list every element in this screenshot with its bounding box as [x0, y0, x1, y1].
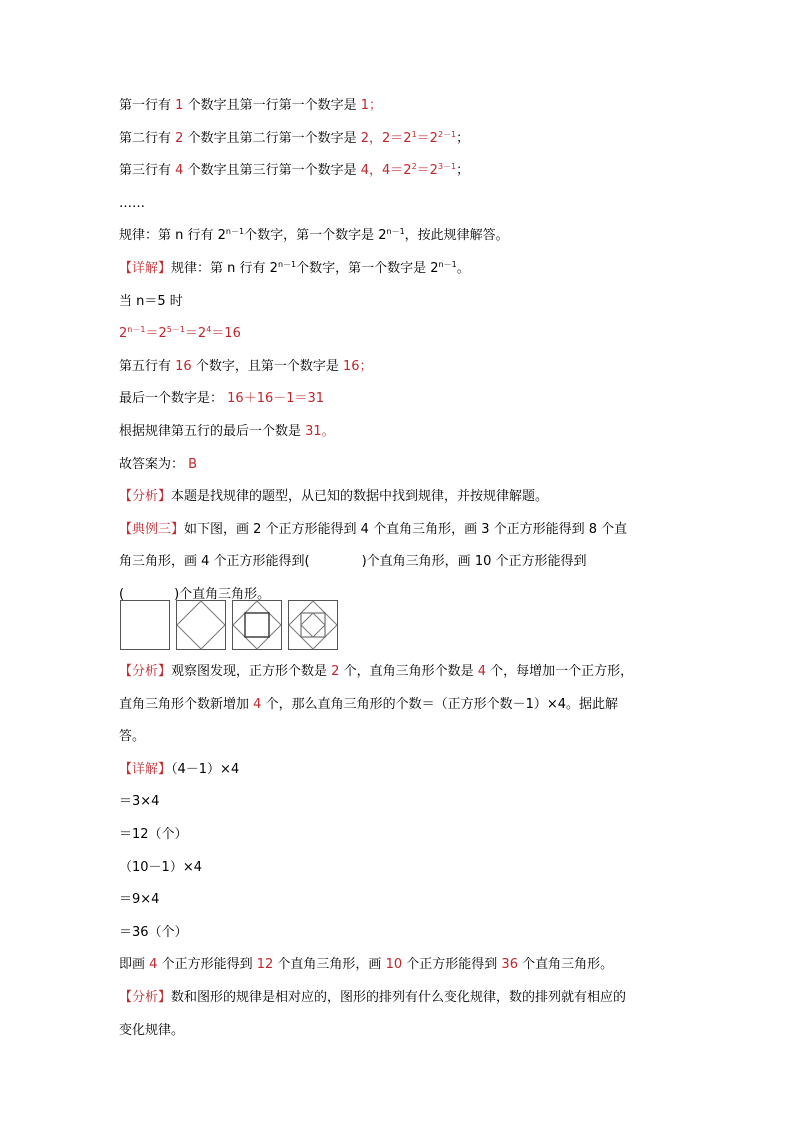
- analysis-line: 【分析】本题是找规律的题型，从已知的数据中找到规律，并按规律解题。: [119, 489, 549, 505]
- analysis2-line-3: 答。: [119, 729, 146, 745]
- analysis3-line-2: 变化规律。: [119, 1022, 185, 1038]
- analysis-tag: 【分析】: [119, 489, 172, 505]
- detail2-line-5: ＝9×4: [119, 892, 160, 908]
- detail2-line-4: （10－1）×4: [119, 859, 202, 875]
- detail-rule-line: 【详解】规律：第 n 行有 $2^{n-1}$个数字，第一个数字是 $2^{n-1}$。: [119, 259, 470, 276]
- conclusion-line: 根据规律第五行的最后一个数是 31。: [119, 423, 335, 439]
- detail2-line-3: ＝12（个）: [119, 826, 188, 842]
- text-line-1: 第一行有 1 个数字且第一行第一个数字是 1；: [119, 98, 383, 113]
- figure-two-squares: [176, 600, 226, 650]
- text-line-2: 第二行有 2 个数字且第二行第一个数字是 2，$2=2^1=2^{2-1}$；: [119, 129, 470, 146]
- example3-tag: 【典例三】: [119, 521, 185, 537]
- answer-line: 故答案为： B: [119, 456, 198, 472]
- analysis3-line-1: 【分析】数和图形的规律是相对应的，图形的排列有什么变化规律，数的排列就有相应的: [119, 989, 627, 1005]
- figure-four-squares: [288, 600, 338, 650]
- analysis3-tag: 【分析】: [119, 989, 172, 1005]
- solution-body: [119, 664, 679, 1055]
- last-number-line: 最后一个数字是： 16＋16－1＝31: [119, 391, 325, 407]
- example3-line-1: 【典例三】如下图，画 2 个正方形能得到 4 个直角三角形，画 3 个正方形能得到 8 个直: [119, 521, 628, 537]
- detail2-tag: 【详解】: [119, 761, 172, 777]
- detail2-line-2: ＝3×4: [119, 794, 160, 810]
- ellipsis-line: ……: [119, 195, 145, 211]
- figure-three-squares: [232, 600, 282, 650]
- when-n-line: 当 n＝5 时: [119, 293, 183, 309]
- example3-line-3: ( )个直角三角形。: [119, 586, 271, 602]
- detail2-conclusion: 即画 4 个正方形能得到 12 个直角三角形，画 10 个正方形能得到 36 个直角三角形。: [119, 957, 614, 973]
- analysis2-tag: 【分析】: [119, 664, 172, 679]
- document-body: [119, 98, 679, 620]
- rule-line: 规律：第 n 行有 $2^{n-1}$个数字，第一个数字是 $2^{n-1}$，按此规律解答。: [119, 227, 509, 244]
- analysis2-line-1: 【分析】观察图发现，正方形个数是 2 个，直角三角形个数是 4 个，每增加一个正方形，: [119, 664, 634, 679]
- figure-one-square: [120, 600, 170, 650]
- power-calc-line: $2^{n-1}=2^{5-1}=2^4=16$: [119, 325, 241, 342]
- fifth-row-line: 第五行有 16 个数字，且第一个数字是 16；: [119, 358, 373, 374]
- example3-line-2: 角三角形，画 4 个正方形能得到( )个直角三角形，画 10 个正方形能得到: [119, 554, 587, 570]
- text-line-3: 第三行有 4 个数字且第三行第一个数字是 4，$4=2^2=2^{3-1}$；: [119, 162, 470, 179]
- detail-tag: 【详解】: [119, 260, 172, 276]
- detail2-line-6: ＝36（个）: [119, 924, 188, 940]
- detail2-line-1: 【详解】（4－1）×4: [119, 761, 240, 777]
- analysis2-line-2: 直角三角形个数新增加 4 个，那么直角三角形的个数＝（正方形个数－1）×4。据此解: [119, 696, 619, 712]
